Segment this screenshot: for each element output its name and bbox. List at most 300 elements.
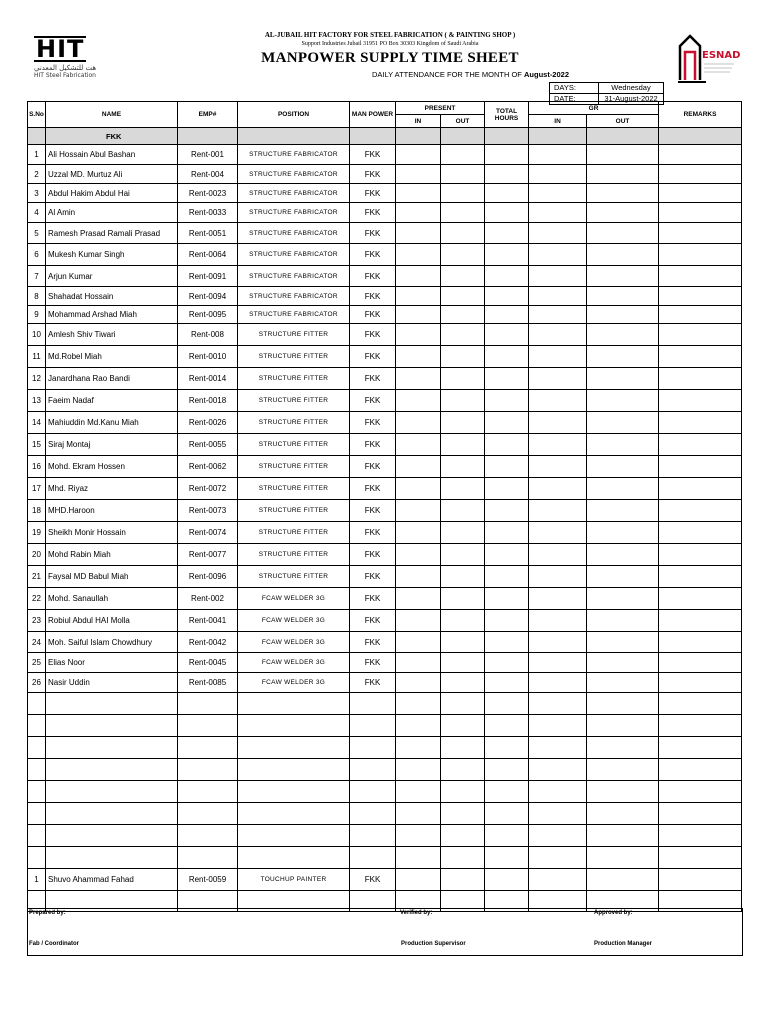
signature-footer bbox=[27, 908, 743, 956]
col-present-out: OUT bbox=[441, 115, 485, 128]
row-remarks bbox=[659, 223, 742, 244]
row-sno: 2 bbox=[28, 165, 46, 184]
row-present-out bbox=[441, 368, 485, 390]
row-present-out bbox=[441, 803, 485, 825]
row-gr-in bbox=[529, 478, 587, 500]
row-position bbox=[238, 803, 350, 825]
row-man-power: FKK bbox=[350, 632, 396, 653]
hit-logo-text: HIT bbox=[36, 35, 85, 63]
row-present-out bbox=[441, 715, 485, 737]
row-gr-out bbox=[587, 847, 659, 869]
row-remarks bbox=[659, 324, 742, 346]
row-name: Mohd Rabin Miah bbox=[46, 544, 178, 566]
row-emp bbox=[178, 825, 238, 847]
row-name bbox=[46, 781, 178, 803]
row-sno: 24 bbox=[28, 632, 46, 653]
col-position: POSITION bbox=[238, 102, 350, 128]
row-total-hours bbox=[485, 184, 529, 203]
row-man-power: FKK bbox=[350, 673, 396, 693]
row-gr-in bbox=[529, 165, 587, 184]
row-sno: 10 bbox=[28, 324, 46, 346]
row-emp: Rent-0059 bbox=[178, 869, 238, 891]
row-man-power bbox=[350, 803, 396, 825]
row-position bbox=[238, 825, 350, 847]
row-remarks bbox=[659, 544, 742, 566]
table-row bbox=[28, 693, 742, 715]
row-man-power: FKK bbox=[350, 478, 396, 500]
row-gr-in bbox=[529, 653, 587, 673]
row-emp: Rent-0033 bbox=[178, 203, 238, 223]
row-present-out bbox=[441, 346, 485, 368]
row-sno: 8 bbox=[28, 287, 46, 306]
row-present-in bbox=[396, 346, 441, 368]
row-name bbox=[46, 759, 178, 781]
row-emp bbox=[178, 759, 238, 781]
table-row bbox=[28, 522, 742, 544]
row-sno bbox=[28, 693, 46, 715]
row-emp: Rent-0023 bbox=[178, 184, 238, 203]
col-present: PRESENT bbox=[396, 102, 485, 115]
row-present-out bbox=[441, 184, 485, 203]
row-present-in bbox=[396, 803, 441, 825]
row-man-power: FKK bbox=[350, 368, 396, 390]
col-emp: EMP# bbox=[178, 102, 238, 128]
sheet-subtitle bbox=[372, 70, 569, 79]
row-present-out bbox=[441, 653, 485, 673]
row-present-in bbox=[396, 781, 441, 803]
table-row bbox=[28, 478, 742, 500]
row-present-in bbox=[396, 825, 441, 847]
row-man-power: FKK bbox=[350, 165, 396, 184]
row-man-power bbox=[350, 759, 396, 781]
row-gr-out bbox=[587, 610, 659, 632]
table-row bbox=[28, 390, 742, 412]
row-present-in bbox=[396, 715, 441, 737]
row-total-hours bbox=[485, 803, 529, 825]
row-sno: 18 bbox=[28, 500, 46, 522]
row-present-in bbox=[396, 632, 441, 653]
esnad-logo bbox=[676, 28, 741, 88]
row-gr-in bbox=[529, 803, 587, 825]
row-total-hours bbox=[485, 869, 529, 891]
row-position bbox=[238, 715, 350, 737]
row-position: STRUCTURE FABRICATOR bbox=[238, 306, 350, 324]
row-present-out bbox=[441, 456, 485, 478]
row-gr-out bbox=[587, 566, 659, 588]
row-gr-in bbox=[529, 203, 587, 223]
row-total-hours bbox=[485, 610, 529, 632]
row-emp: Rent-0018 bbox=[178, 390, 238, 412]
row-man-power: FKK bbox=[350, 434, 396, 456]
row-present-in bbox=[396, 165, 441, 184]
row-man-power: FKK bbox=[350, 412, 396, 434]
supervisor-label: Production Supervisor bbox=[401, 941, 466, 947]
row-present-out bbox=[441, 781, 485, 803]
row-present-in bbox=[396, 390, 441, 412]
row-man-power bbox=[350, 737, 396, 759]
row-present-in bbox=[396, 544, 441, 566]
row-present-out bbox=[441, 847, 485, 869]
row-position: FCAW WELDER 3G bbox=[238, 588, 350, 610]
row-remarks bbox=[659, 165, 742, 184]
row-gr-out bbox=[587, 456, 659, 478]
row-remarks bbox=[659, 847, 742, 869]
row-present-in bbox=[396, 368, 441, 390]
row-gr-in bbox=[529, 266, 587, 287]
row-emp: Rent-004 bbox=[178, 165, 238, 184]
row-present-out bbox=[441, 165, 485, 184]
row-gr-out bbox=[587, 434, 659, 456]
row-total-hours bbox=[485, 673, 529, 693]
row-emp: Rent-0072 bbox=[178, 478, 238, 500]
row-sno bbox=[28, 803, 46, 825]
row-remarks bbox=[659, 412, 742, 434]
row-present-out bbox=[441, 693, 485, 715]
date-label: DATE: bbox=[550, 94, 599, 104]
table-row bbox=[28, 223, 742, 244]
hit-logo-subtitle: HIT Steel Fabrication bbox=[34, 72, 96, 79]
row-present-in bbox=[396, 203, 441, 223]
row-man-power: FKK bbox=[350, 306, 396, 324]
row-position: FCAW WELDER 3G bbox=[238, 653, 350, 673]
row-gr-in bbox=[529, 346, 587, 368]
row-name: Shahadat Hossain bbox=[46, 287, 178, 306]
col-total-hours: TOTAL HOURS bbox=[485, 102, 529, 128]
row-gr-out bbox=[587, 287, 659, 306]
row-position: FCAW WELDER 3G bbox=[238, 610, 350, 632]
table-row bbox=[28, 287, 742, 306]
row-man-power: FKK bbox=[350, 287, 396, 306]
row-emp bbox=[178, 715, 238, 737]
table-row bbox=[28, 434, 742, 456]
esnad-logo-text: ESNAD bbox=[702, 50, 741, 61]
row-remarks bbox=[659, 715, 742, 737]
row-position: STRUCTURE FITTER bbox=[238, 522, 350, 544]
row-gr-in bbox=[529, 825, 587, 847]
row-man-power: FKK bbox=[350, 566, 396, 588]
row-total-hours bbox=[485, 759, 529, 781]
row-gr-out bbox=[587, 803, 659, 825]
row-remarks bbox=[659, 566, 742, 588]
row-sno: 9 bbox=[28, 306, 46, 324]
row-name bbox=[46, 825, 178, 847]
table-row bbox=[28, 737, 742, 759]
row-gr-in bbox=[529, 847, 587, 869]
table-row bbox=[28, 632, 742, 653]
row-present-in bbox=[396, 456, 441, 478]
row-total-hours bbox=[485, 324, 529, 346]
row-sno: 13 bbox=[28, 390, 46, 412]
row-remarks bbox=[659, 610, 742, 632]
row-present-in bbox=[396, 673, 441, 693]
row-gr-out bbox=[587, 825, 659, 847]
col-gr-out: OUT bbox=[587, 115, 659, 128]
row-remarks bbox=[659, 145, 742, 165]
row-gr-out bbox=[587, 368, 659, 390]
row-total-hours bbox=[485, 244, 529, 266]
row-remarks bbox=[659, 781, 742, 803]
row-present-in bbox=[396, 266, 441, 287]
row-total-hours bbox=[485, 306, 529, 324]
row-remarks bbox=[659, 203, 742, 223]
hit-logo bbox=[34, 36, 114, 86]
table-row bbox=[28, 653, 742, 673]
row-name: Siraj Montaj bbox=[46, 434, 178, 456]
row-man-power: FKK bbox=[350, 266, 396, 287]
table-row bbox=[28, 266, 742, 287]
row-man-power bbox=[350, 781, 396, 803]
row-remarks bbox=[659, 434, 742, 456]
row-gr-out bbox=[587, 653, 659, 673]
row-man-power: FKK bbox=[350, 522, 396, 544]
row-present-out bbox=[441, 759, 485, 781]
table-row bbox=[28, 544, 742, 566]
row-present-in bbox=[396, 653, 441, 673]
row-sno: 6 bbox=[28, 244, 46, 266]
row-present-out bbox=[441, 522, 485, 544]
row-gr-in bbox=[529, 223, 587, 244]
row-gr-in bbox=[529, 588, 587, 610]
row-gr-out bbox=[587, 184, 659, 203]
row-total-hours bbox=[485, 588, 529, 610]
row-gr-in bbox=[529, 412, 587, 434]
col-gr: GR bbox=[529, 102, 659, 115]
row-position: STRUCTURE FITTER bbox=[238, 412, 350, 434]
col-remarks: REMARKS bbox=[659, 102, 742, 128]
row-emp bbox=[178, 693, 238, 715]
row-sno: 16 bbox=[28, 456, 46, 478]
row-sno: 11 bbox=[28, 346, 46, 368]
row-gr-in bbox=[529, 500, 587, 522]
row-position: STRUCTURE FABRICATOR bbox=[238, 184, 350, 203]
row-present-out bbox=[441, 434, 485, 456]
subtitle-prefix: DAILY ATTENDANCE FOR THE MONTH OF bbox=[372, 70, 522, 79]
row-total-hours bbox=[485, 266, 529, 287]
coordinator-label: Fab / Coordinator bbox=[29, 941, 79, 947]
row-remarks bbox=[659, 653, 742, 673]
row-present-out bbox=[441, 203, 485, 223]
row-present-in bbox=[396, 306, 441, 324]
table-row bbox=[28, 781, 742, 803]
row-remarks bbox=[659, 184, 742, 203]
row-total-hours bbox=[485, 478, 529, 500]
row-gr-out bbox=[587, 522, 659, 544]
row-remarks bbox=[659, 266, 742, 287]
row-remarks bbox=[659, 346, 742, 368]
row-gr-out bbox=[587, 266, 659, 287]
row-remarks bbox=[659, 500, 742, 522]
row-emp bbox=[178, 803, 238, 825]
table-row bbox=[28, 500, 742, 522]
row-present-in bbox=[396, 500, 441, 522]
row-remarks bbox=[659, 456, 742, 478]
row-gr-in bbox=[529, 145, 587, 165]
row-remarks bbox=[659, 244, 742, 266]
row-gr-out bbox=[587, 588, 659, 610]
table-row bbox=[28, 825, 742, 847]
row-gr-in bbox=[529, 244, 587, 266]
days-value: Wednesday bbox=[611, 83, 651, 92]
row-total-hours bbox=[485, 287, 529, 306]
row-gr-out bbox=[587, 390, 659, 412]
table-row bbox=[28, 324, 742, 346]
row-emp: Rent-0096 bbox=[178, 566, 238, 588]
row-position bbox=[238, 781, 350, 803]
row-present-out bbox=[441, 306, 485, 324]
row-name: Robiul Abdul HAI Molla bbox=[46, 610, 178, 632]
row-gr-out bbox=[587, 412, 659, 434]
row-present-out bbox=[441, 825, 485, 847]
row-man-power: FKK bbox=[350, 544, 396, 566]
row-emp: Rent-0074 bbox=[178, 522, 238, 544]
row-present-out bbox=[441, 737, 485, 759]
row-total-hours bbox=[485, 566, 529, 588]
table-row bbox=[28, 715, 742, 737]
row-present-out bbox=[441, 223, 485, 244]
row-sno bbox=[28, 759, 46, 781]
row-present-in bbox=[396, 847, 441, 869]
row-sno: 23 bbox=[28, 610, 46, 632]
row-gr-in bbox=[529, 759, 587, 781]
row-present-in bbox=[396, 610, 441, 632]
row-name bbox=[46, 715, 178, 737]
subtitle-month: August-2022 bbox=[523, 70, 569, 79]
row-gr-in bbox=[529, 390, 587, 412]
row-emp: Rent-0051 bbox=[178, 223, 238, 244]
manager-label: Production Manager bbox=[594, 941, 653, 947]
row-name: Nasir Uddin bbox=[46, 673, 178, 693]
row-emp: Rent-0095 bbox=[178, 306, 238, 324]
row-name: Mohd. Ekram Hossen bbox=[46, 456, 178, 478]
row-position: STRUCTURE FITTER bbox=[238, 566, 350, 588]
row-emp: Rent-0091 bbox=[178, 266, 238, 287]
row-total-hours bbox=[485, 500, 529, 522]
row-gr-in bbox=[529, 184, 587, 203]
row-remarks bbox=[659, 869, 742, 891]
row-gr-out bbox=[587, 145, 659, 165]
row-name: Uzzal MD. Murtuz Ali bbox=[46, 165, 178, 184]
row-present-in bbox=[396, 588, 441, 610]
row-gr-in bbox=[529, 368, 587, 390]
table-row bbox=[28, 566, 742, 588]
row-remarks bbox=[659, 632, 742, 653]
row-gr-out bbox=[587, 324, 659, 346]
row-name: Faeim Nadaf bbox=[46, 390, 178, 412]
group-label: FKK bbox=[46, 128, 178, 145]
table-row bbox=[28, 346, 742, 368]
row-remarks bbox=[659, 478, 742, 500]
row-gr-in bbox=[529, 522, 587, 544]
row-sno: 15 bbox=[28, 434, 46, 456]
row-gr-in bbox=[529, 434, 587, 456]
row-present-out bbox=[441, 632, 485, 653]
row-present-in bbox=[396, 434, 441, 456]
row-emp: Rent-0062 bbox=[178, 456, 238, 478]
row-present-in bbox=[396, 759, 441, 781]
row-name bbox=[46, 847, 178, 869]
row-emp: Rent-0010 bbox=[178, 346, 238, 368]
row-gr-out bbox=[587, 781, 659, 803]
row-gr-out bbox=[587, 244, 659, 266]
row-position: STRUCTURE FITTER bbox=[238, 500, 350, 522]
row-name: Moh. Saiful Islam Chowdhury bbox=[46, 632, 178, 653]
row-emp: Rent-008 bbox=[178, 324, 238, 346]
row-total-hours bbox=[485, 165, 529, 184]
row-present-out bbox=[441, 566, 485, 588]
row-total-hours bbox=[485, 544, 529, 566]
row-gr-in bbox=[529, 566, 587, 588]
row-position: STRUCTURE FITTER bbox=[238, 346, 350, 368]
row-present-in bbox=[396, 737, 441, 759]
row-name: Janardhana Rao Bandi bbox=[46, 368, 178, 390]
row-emp: Rent-001 bbox=[178, 145, 238, 165]
row-position: STRUCTURE FITTER bbox=[238, 478, 350, 500]
row-total-hours bbox=[485, 715, 529, 737]
row-name: Faysal MD Babul Miah bbox=[46, 566, 178, 588]
row-position: STRUCTURE FITTER bbox=[238, 544, 350, 566]
row-gr-out bbox=[587, 673, 659, 693]
row-sno: 22 bbox=[28, 588, 46, 610]
row-sno: 17 bbox=[28, 478, 46, 500]
row-gr-in bbox=[529, 287, 587, 306]
row-position bbox=[238, 759, 350, 781]
row-gr-in bbox=[529, 456, 587, 478]
row-name: Mukesh Kumar Singh bbox=[46, 244, 178, 266]
table-row bbox=[28, 610, 742, 632]
row-man-power: FKK bbox=[350, 390, 396, 412]
row-gr-in bbox=[529, 737, 587, 759]
row-sno bbox=[28, 715, 46, 737]
row-sno: 4 bbox=[28, 203, 46, 223]
row-gr-out bbox=[587, 869, 659, 891]
row-total-hours bbox=[485, 737, 529, 759]
row-gr-out bbox=[587, 306, 659, 324]
table-row bbox=[28, 588, 742, 610]
row-man-power bbox=[350, 825, 396, 847]
row-present-in bbox=[396, 566, 441, 588]
row-man-power: FKK bbox=[350, 184, 396, 203]
table-row bbox=[28, 412, 742, 434]
row-present-in bbox=[396, 145, 441, 165]
row-present-in bbox=[396, 324, 441, 346]
row-gr-out bbox=[587, 346, 659, 368]
row-present-out bbox=[441, 478, 485, 500]
row-sno: 21 bbox=[28, 566, 46, 588]
row-total-hours bbox=[485, 456, 529, 478]
row-man-power bbox=[350, 715, 396, 737]
row-man-power: FKK bbox=[350, 324, 396, 346]
row-gr-in bbox=[529, 781, 587, 803]
row-gr-out bbox=[587, 693, 659, 715]
row-position: STRUCTURE FABRICATOR bbox=[238, 223, 350, 244]
row-gr-out bbox=[587, 223, 659, 244]
row-sno: 3 bbox=[28, 184, 46, 203]
row-gr-out bbox=[587, 203, 659, 223]
row-remarks bbox=[659, 759, 742, 781]
sheet-title: MANPOWER SUPPLY TIME SHEET bbox=[261, 50, 519, 66]
row-man-power: FKK bbox=[350, 244, 396, 266]
row-man-power: FKK bbox=[350, 203, 396, 223]
row-name bbox=[46, 803, 178, 825]
row-gr-out bbox=[587, 544, 659, 566]
prepared-by-label: Prepared by: bbox=[29, 910, 66, 916]
row-position: STRUCTURE FABRICATOR bbox=[238, 145, 350, 165]
row-emp bbox=[178, 847, 238, 869]
row-gr-in bbox=[529, 610, 587, 632]
table-row bbox=[28, 847, 742, 869]
row-total-hours bbox=[485, 412, 529, 434]
row-present-in bbox=[396, 522, 441, 544]
